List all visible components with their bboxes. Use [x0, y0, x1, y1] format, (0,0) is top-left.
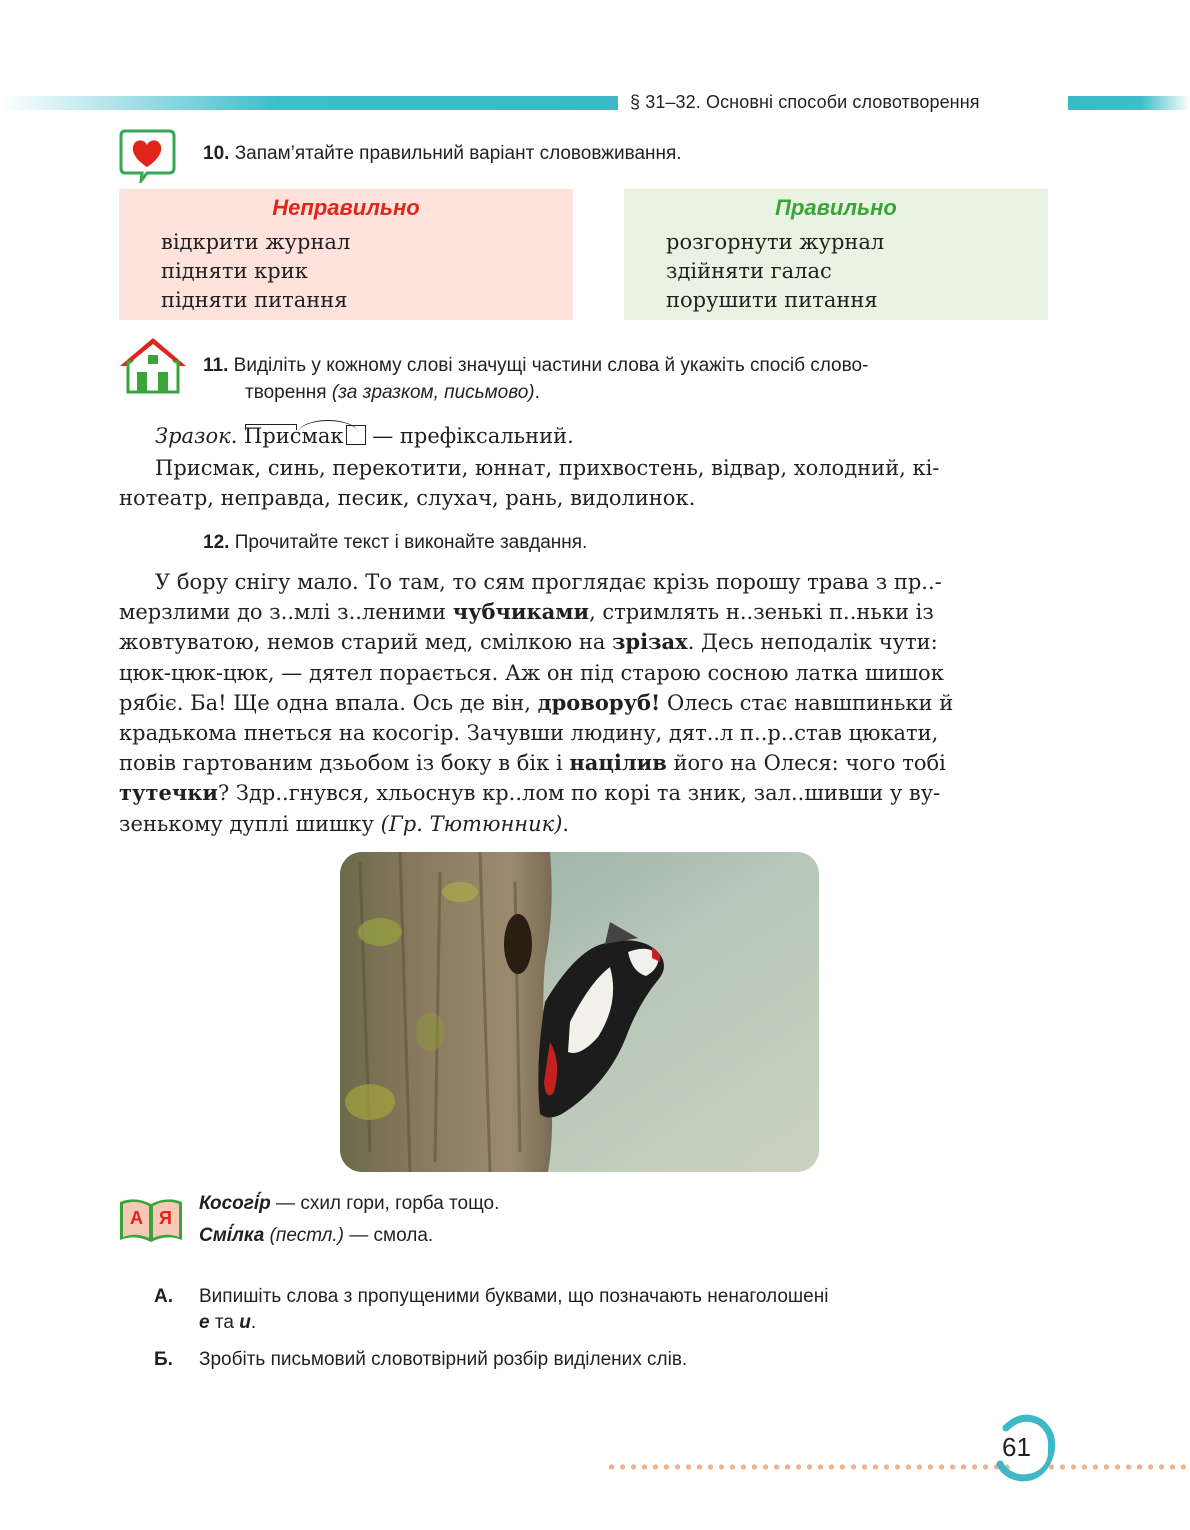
task11-period: .: [534, 382, 540, 403]
right-item: здійняти галас: [666, 259, 832, 283]
text-fragment: , стримлять н..зенькі п..ньки із: [589, 600, 934, 625]
task10-number: 10.: [203, 143, 230, 164]
task11-line1: [203, 355, 868, 377]
text-line: [119, 658, 944, 688]
right-item: порушити питання: [666, 288, 878, 312]
sample-rest: — префіксальний.: [365, 424, 574, 448]
header-bar-left: [0, 96, 618, 110]
glossary-entry-1: [199, 1193, 499, 1215]
question-a-period: .: [250, 1312, 257, 1333]
letter-y: и: [239, 1312, 251, 1333]
highlighted-word: зрізах: [612, 629, 688, 655]
text-fragment: мерзлими до з..млі з..леними: [119, 600, 453, 625]
text-line: [119, 809, 569, 839]
dictionary-letter-ya: Я: [159, 1208, 172, 1228]
text-fragment: цюк-цюк-цюк, — дятел порається. Аж он під старою сосною латка шишок: [119, 660, 944, 685]
question-b-letter: Б.: [154, 1349, 173, 1370]
task11-text: Виділіть у кожному слові значущі частини слова й укажіть спосіб слово-: [228, 355, 869, 376]
text-line: [119, 748, 946, 778]
text-line: [155, 567, 942, 597]
question-a-line1: Випишіть слова з пропущеними буквами, що позначають ненаголошені: [199, 1286, 829, 1307]
text-fragment: зенькому дуплі шишку: [119, 811, 381, 836]
glossary-word-1: Косогі́р: [199, 1193, 271, 1214]
task10-heading: [203, 143, 682, 165]
text-fragment: повів гартованим дзьобом із боку в бік і: [119, 751, 570, 776]
task12-text: Прочитайте текст і виконайте завдання.: [229, 532, 588, 553]
text-line: [119, 718, 938, 748]
dictionary-letter-a: А: [130, 1208, 143, 1228]
task10-text: Запам’ятайте правильний варіант слововживання.: [229, 143, 682, 164]
glossary-word-2: Смі́лка: [199, 1225, 265, 1246]
prefix-mark: [245, 424, 297, 430]
task12-heading: [203, 532, 587, 554]
question-a-letter: А.: [154, 1286, 173, 1307]
glossary-def-2: — смола.: [343, 1225, 434, 1246]
words-line1: Присмак, синь, перекотити, юннат, прихвостень, відвар, холодний, кі-: [155, 456, 940, 480]
wrong-item: підняти крик: [161, 259, 308, 283]
task11-text-cont: творення: [245, 382, 332, 403]
header-bar-right: [1068, 96, 1190, 110]
text-fragment: жовтуватою, немов старий мед, смілкою на: [119, 630, 613, 655]
text-fragment: ? Здр..гнувся, хльоснув кр..лом по корі та зник, зал..шивши у ву-: [217, 781, 941, 806]
wrong-item: підняти питання: [161, 288, 348, 312]
home-icon: [118, 336, 188, 399]
question-a-and: та: [209, 1312, 240, 1333]
letter-e: е: [199, 1312, 210, 1333]
root-arc: [298, 420, 358, 433]
header-title: § 31–32. Основні способи словотворення: [630, 92, 980, 112]
sample-line: [155, 421, 574, 451]
text-fragment: рябіє. Ба! Ще одна впала. Ось де він,: [119, 690, 538, 715]
sample-label: Зразок: [155, 424, 231, 448]
text-fragment: У бору снігу мало. То там, то сям проглядає крізь порошу трава з пр..-: [155, 570, 942, 594]
task11-number: 11.: [203, 355, 229, 376]
glossary-note-2: (пестл.): [264, 1225, 344, 1246]
question-a-line2: [199, 1312, 256, 1334]
right-usage-box: [624, 189, 1048, 320]
right-title: Правильно: [775, 195, 897, 220]
task11-note: (за зразком, письмово): [331, 382, 535, 403]
wrong-title: Неправильно: [272, 195, 420, 220]
dictionary-book-icon: [118, 1196, 184, 1251]
text-line: [119, 778, 940, 808]
text-fragment: крадькома пнеться на косогір. Зачувши людину, дят..л п..р..став цюкати,: [119, 721, 939, 745]
sample-word: [244, 421, 344, 451]
wrong-usage-box: [119, 189, 573, 320]
page-number: 61: [1002, 1432, 1031, 1462]
woodpecker-photo: [340, 852, 819, 1172]
words-line2: нотеатр, неправда, песик, слухач, рань, видолинок.: [119, 486, 696, 510]
right-item: розгорнути журнал: [666, 230, 885, 254]
sample-dot: .: [230, 424, 245, 448]
highlighted-word: чубчиками: [452, 599, 590, 625]
highlighted-word: тутечки: [119, 780, 218, 806]
footer-dots: [606, 1463, 1190, 1471]
question-b-text: Зробіть письмовий словотвірний розбір виділених слів.: [199, 1349, 688, 1370]
text-fragment: Олесь стає навшпиньки й: [660, 690, 954, 715]
text-fragment: його на Олеся: чого тобі: [666, 751, 946, 776]
highlighted-word: націлив: [569, 750, 667, 776]
author-citation: (Гр. Тютюнник): [380, 811, 563, 836]
glossary-entry-2: [199, 1225, 433, 1247]
glossary-def-1: — схил гори, горба тощо.: [270, 1193, 500, 1214]
text-line: [119, 627, 938, 657]
text-line: [119, 597, 934, 627]
highlighted-word: дроворуб!: [537, 689, 661, 715]
sample-word-text: Присмак: [244, 424, 344, 448]
text-line: [119, 688, 953, 718]
wrong-item: відкрити журнал: [161, 230, 351, 254]
task11-line2: [245, 382, 540, 404]
task12-number: 12.: [203, 532, 230, 553]
text-fragment: . Десь неподалік чути:: [687, 630, 938, 655]
heart-speech-icon: [119, 129, 177, 188]
text-fragment: .: [562, 811, 570, 836]
